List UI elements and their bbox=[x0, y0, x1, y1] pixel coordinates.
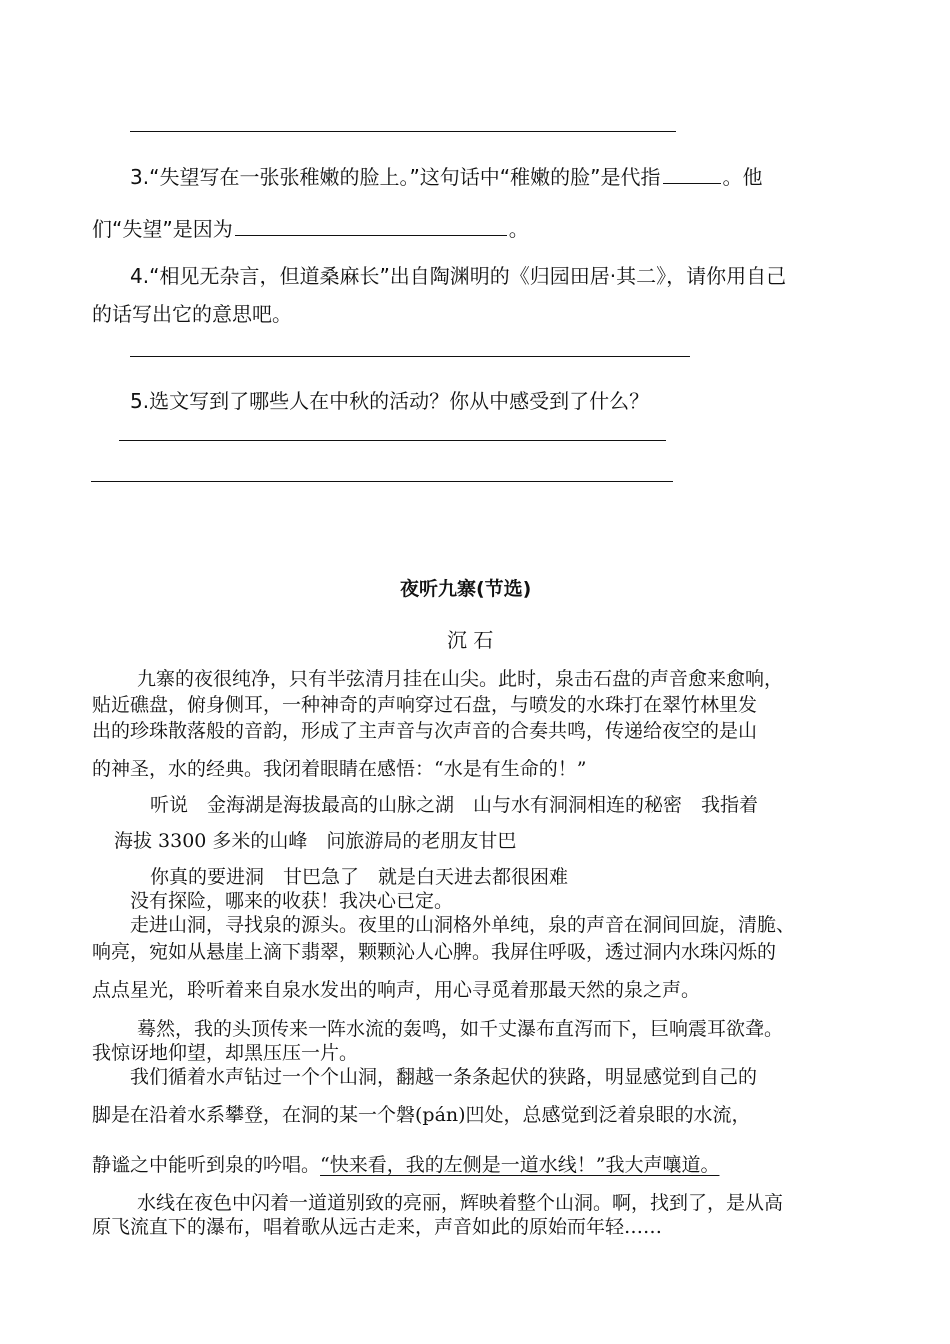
paragraph-line bbox=[92, 1150, 719, 1177]
paragraph-line: 水线在夜色中闪着一道道别致的亮丽，辉映着整个山洞。啊，找到了，是从高 bbox=[137, 1192, 784, 1214]
answer-blank[interactable] bbox=[235, 213, 507, 236]
question-3-line-1 bbox=[130, 161, 763, 190]
paragraph-line: 出的珍珠散落般的音韵，形成了主声音与次声音的合奏共鸣，传递给夜空的是山 bbox=[92, 720, 758, 742]
article-author: 沉 石 bbox=[447, 628, 494, 652]
question-4-line-2: 的话写出它的意思吧。 bbox=[92, 302, 292, 326]
answer-line bbox=[130, 131, 676, 132]
paragraph-line: 响亮，宛如从悬崖上滴下翡翠，颗颗沁人心脾。我屏住呼吸，透过洞内水珠闪烁的 bbox=[92, 941, 777, 963]
question-3-period: 。 bbox=[508, 217, 529, 241]
paragraph-line: 贴近礁盘，俯身侧耳，一种神奇的声响穿过石盘，与喷发的水珠打在翠竹林里发 bbox=[92, 694, 758, 716]
paragraph-line: 没有探险，哪来的收获！我决心已定。 bbox=[130, 890, 454, 912]
article-title: 夜听九寨(节选) bbox=[400, 578, 532, 600]
underlined-sentence: “快来看，我的左侧是一道水线！”我大声嚷道。 bbox=[320, 1154, 720, 1176]
question-3-line-2 bbox=[92, 213, 529, 242]
question-3-text-2: 们“失望”是因为 bbox=[92, 217, 233, 241]
paragraph-line: 的神圣，水的经典。我闭着眼睛在感悟：“水是有生命的！” bbox=[92, 758, 587, 780]
paragraph-line: 我惊讶地仰望，却黑压压一片。 bbox=[92, 1042, 359, 1064]
answer-line bbox=[130, 356, 690, 357]
answer-line bbox=[91, 481, 673, 482]
paragraph-line: 我们循着水声钻过一个个山洞，翻越一条条起伏的狭路，明显感觉到自己的 bbox=[130, 1066, 758, 1088]
paragraph-line: 原飞流直下的瀑布，唱着歌从远古走来，声音如此的原始而年轻…… bbox=[92, 1216, 663, 1238]
paragraph-line: 听说 金海湖是海拔最高的山脉之湖 山与水有洞洞相连的秘密 我指着 bbox=[150, 794, 759, 816]
paragraph-line: 海拔 3300 多米的山峰 问旅游局的老朋友甘巴 bbox=[114, 830, 517, 852]
paragraph-line: 九寨的夜很纯净，只有半弦清月挂在山尖。此时，泉击石盘的声音愈来愈响， bbox=[137, 668, 784, 690]
question-3-text-end: 。他 bbox=[722, 165, 763, 189]
question-3-text: 3.“失望写在一张张稚嫩的脸上。”这句话中“稚嫩的脸”是代指 bbox=[130, 165, 661, 189]
answer-blank[interactable] bbox=[663, 161, 721, 184]
question-4-line-1: 4.“相见无杂言，但道桑麻长”出自陶渊明的《归园田居·其二》，请你用自己 bbox=[130, 264, 787, 288]
paragraph-line: 走进山洞，寻找泉的源头。夜里的山洞格外单纯，泉的声音在洞间回旋，清脆、 bbox=[130, 914, 796, 936]
paragraph-line: 点点星光，聆听着来自泉水发出的响声，用心寻觅着那最天然的泉之声。 bbox=[92, 979, 701, 1001]
question-5: 5.选文写到了哪些人在中秋的活动？你从中感受到了什么？ bbox=[130, 389, 650, 413]
paragraph-line: 脚是在沿着水系攀登，在洞的某一个磐(pán)凹处，总感觉到泛着泉眼的水流， bbox=[92, 1104, 751, 1126]
paragraph-line: 蓦然，我的头顶传来一阵水流的轰鸣，如千丈瀑布直泻而下，巨响震耳欲聋。 bbox=[137, 1018, 784, 1040]
paragraph-line: 你真的要进洞 甘巴急了 就是白天进去都很困难 bbox=[150, 866, 569, 888]
paragraph-text: 静谧之中能听到泉的吟唱。 bbox=[92, 1154, 321, 1176]
answer-line bbox=[119, 440, 666, 441]
